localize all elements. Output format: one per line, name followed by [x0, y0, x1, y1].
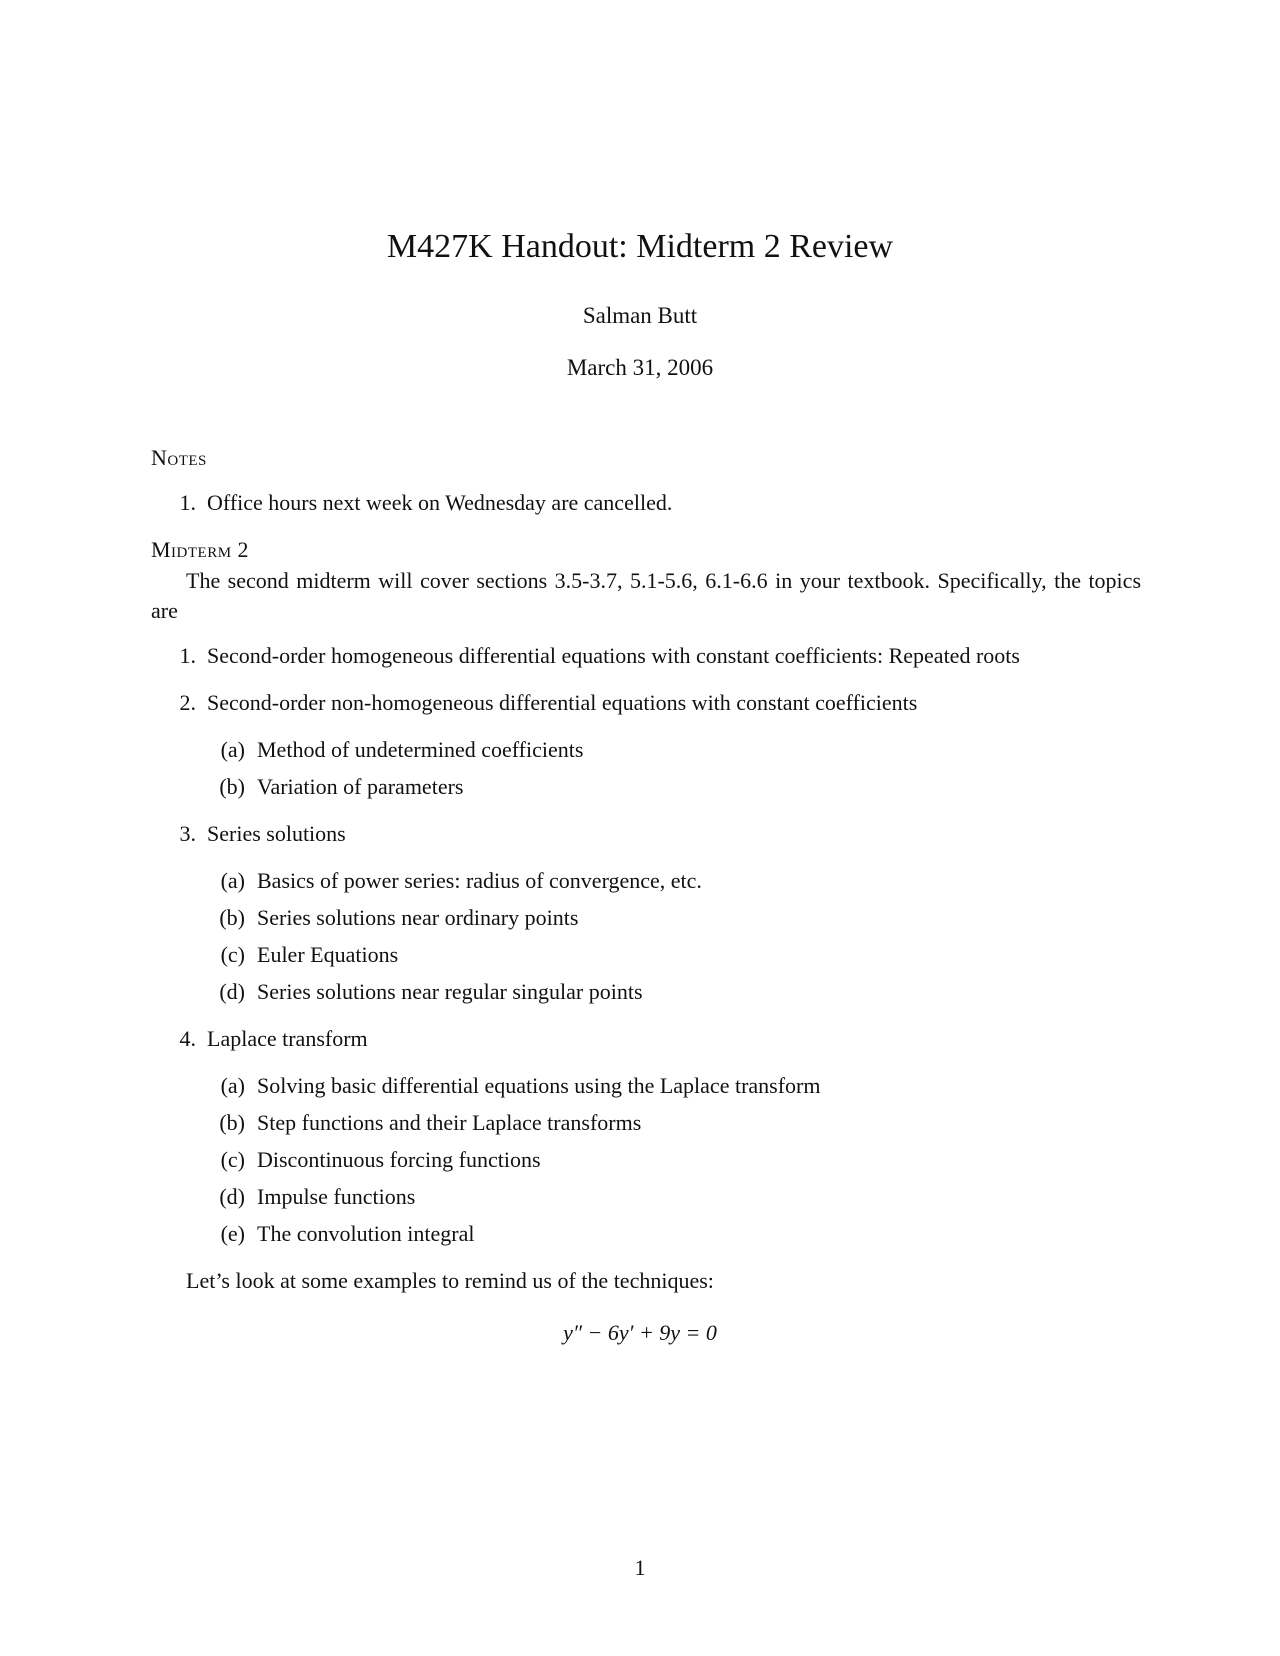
sublist-label: (a): [220, 737, 245, 762]
sublist-item-text: Series solutions near regular singular points: [257, 979, 643, 1004]
list-number: 4.: [179, 1026, 196, 1051]
sublist-item-text: Step functions and their Laplace transforms: [257, 1110, 642, 1135]
list-item-text: Series solutions: [207, 821, 346, 846]
sublist-label: (c): [220, 942, 245, 967]
sublist-item-text: Basics of power series: radius of convergence, etc.: [257, 868, 702, 893]
sublist-label: (b): [219, 905, 245, 930]
sublist-label: (a): [220, 1073, 245, 1098]
sublist-label: (d): [219, 979, 245, 1004]
list-item-text: Office hours next week on Wednesday are cancelled.: [207, 490, 673, 515]
sublist-item-text: Method of undetermined coefficients: [257, 737, 584, 762]
list-number: 1.: [179, 643, 196, 668]
list-number: 3.: [179, 821, 196, 846]
page-number: 1: [634, 1555, 646, 1580]
sublist-item-text: Impulse functions: [257, 1184, 416, 1209]
equation: y″ − 6y′ + 9y = 0: [563, 1320, 717, 1345]
midterm-intro-text: The second midterm will cover sections 3.5-3.7, 5.1-5.6, 6.1-6.6 in your textbook. Specifically, the topics are: [151, 568, 1141, 623]
document-title: M427K Handout: Midterm 2 Review: [386, 228, 894, 265]
sublist-item-text: Discontinuous forcing functions: [257, 1147, 541, 1172]
list-item-text: Second-order homogeneous differential equations with constant coefficients: Repeated roots: [207, 643, 1020, 668]
midterm-intro: [151, 566, 1141, 626]
sublist-item-text: Euler Equations: [257, 942, 399, 967]
document-date: March 31, 2006: [566, 355, 714, 380]
sublist-label: (e): [220, 1221, 245, 1246]
list-item-text: Second-order non-homogeneous differential equations with constant coefficients: [207, 690, 918, 715]
examples-intro: Let’s look at some examples to remind us of the techniques:: [186, 1268, 714, 1293]
sublist-label: (b): [219, 774, 245, 799]
sublist-item-text: The convolution integral: [257, 1221, 475, 1246]
notes-heading: Notes: [151, 445, 207, 470]
midterm-heading: Midterm 2: [151, 537, 250, 562]
sublist-item-text: Variation of parameters: [257, 774, 464, 799]
sublist-label: (c): [220, 1147, 245, 1172]
sublist-label: (b): [219, 1110, 245, 1135]
list-number: 2.: [179, 690, 196, 715]
list-item-text: Laplace transform: [207, 1026, 368, 1051]
sublist-label: (d): [219, 1184, 245, 1209]
author-name: Salman Butt: [582, 303, 698, 328]
list-number: 1.: [179, 490, 196, 515]
sublist-item-text: Series solutions near ordinary points: [257, 905, 579, 930]
sublist-label: (a): [220, 868, 245, 893]
sublist-item-text: Solving basic differential equations using the Laplace transform: [257, 1073, 821, 1098]
